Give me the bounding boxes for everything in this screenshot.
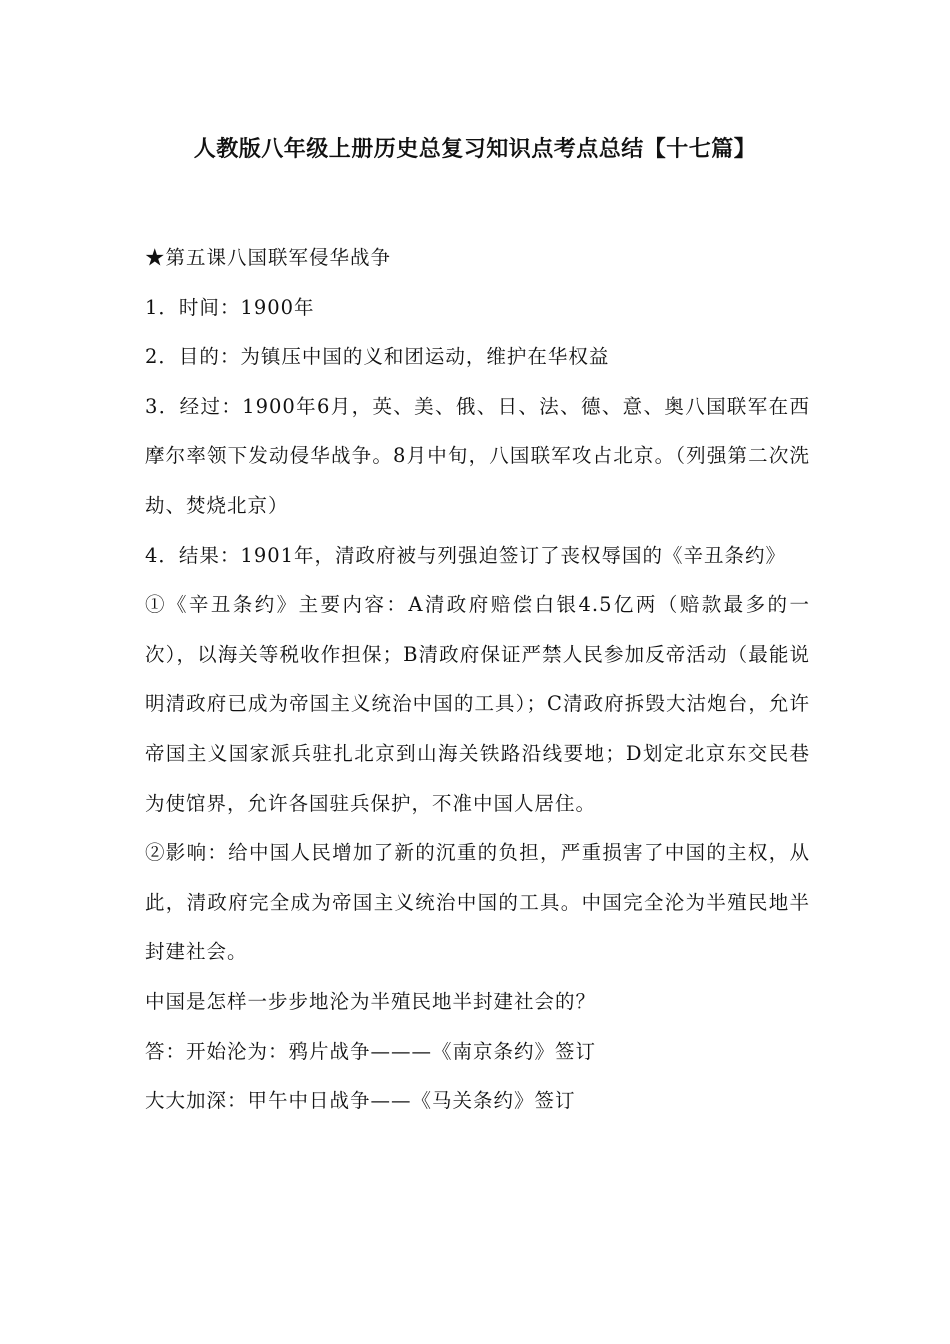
paragraph-time: 1．时间：1900年	[145, 295, 315, 319]
paragraph-answer-deepen: 大大加深：甲午中日战争——《马关条约》签订	[145, 1089, 576, 1113]
document-title: 人教版八年级上册历史总复习知识点考点总结【十七篇】	[193, 137, 757, 162]
paragraph-purpose: 2．目的：为镇压中国的义和团运动，维护在华权益	[145, 345, 610, 369]
paragraph-impact: ②影响：给中国人民增加了新的沉重的负担，严重损害了中国的主权，从此，清政府完全成为帝国主义统治中国的工具。中国完全沦为半殖民地半封建社会。	[145, 841, 810, 964]
document-body	[145, 233, 810, 1126]
paragraph-process: 3．经过：1900年6月，英、美、俄、日、法、德、意、奥八国联军在西摩尔率领下发动侵华战争。8月中旬，八国联军攻占北京。（列强第二次洗劫、焚烧北京）	[145, 394, 810, 517]
paragraph-answer-start: 答：开始沦为：鸦片战争———《南京条约》签订	[145, 1039, 597, 1063]
paragraph-question: 中国是怎样一步步地沦为半殖民地半封建社会的？	[145, 989, 597, 1013]
section-heading: ★第五课八国联军侵华战争	[145, 246, 392, 269]
paragraph-result: 4．结果：1901年，清政府被与列强迫签订了丧权辱国的《辛丑条约》	[145, 543, 787, 567]
paragraph-treaty-content: ①《辛丑条约》主要内容：A清政府赔偿白银4.5亿两（赔款最多的一次），以海关等税收作担保；B清政府保证严禁人民参加反帝活动（最能说明清政府已成为帝国主义统治中国的工具）；C清政府拆毁大沽炮台，允许帝国主义国家派兵驻扎北京到山海关铁路沿线要地；D划定北京东交民巷为使馆界，允许各国驻兵保护，不准中国人居住。	[145, 593, 810, 815]
